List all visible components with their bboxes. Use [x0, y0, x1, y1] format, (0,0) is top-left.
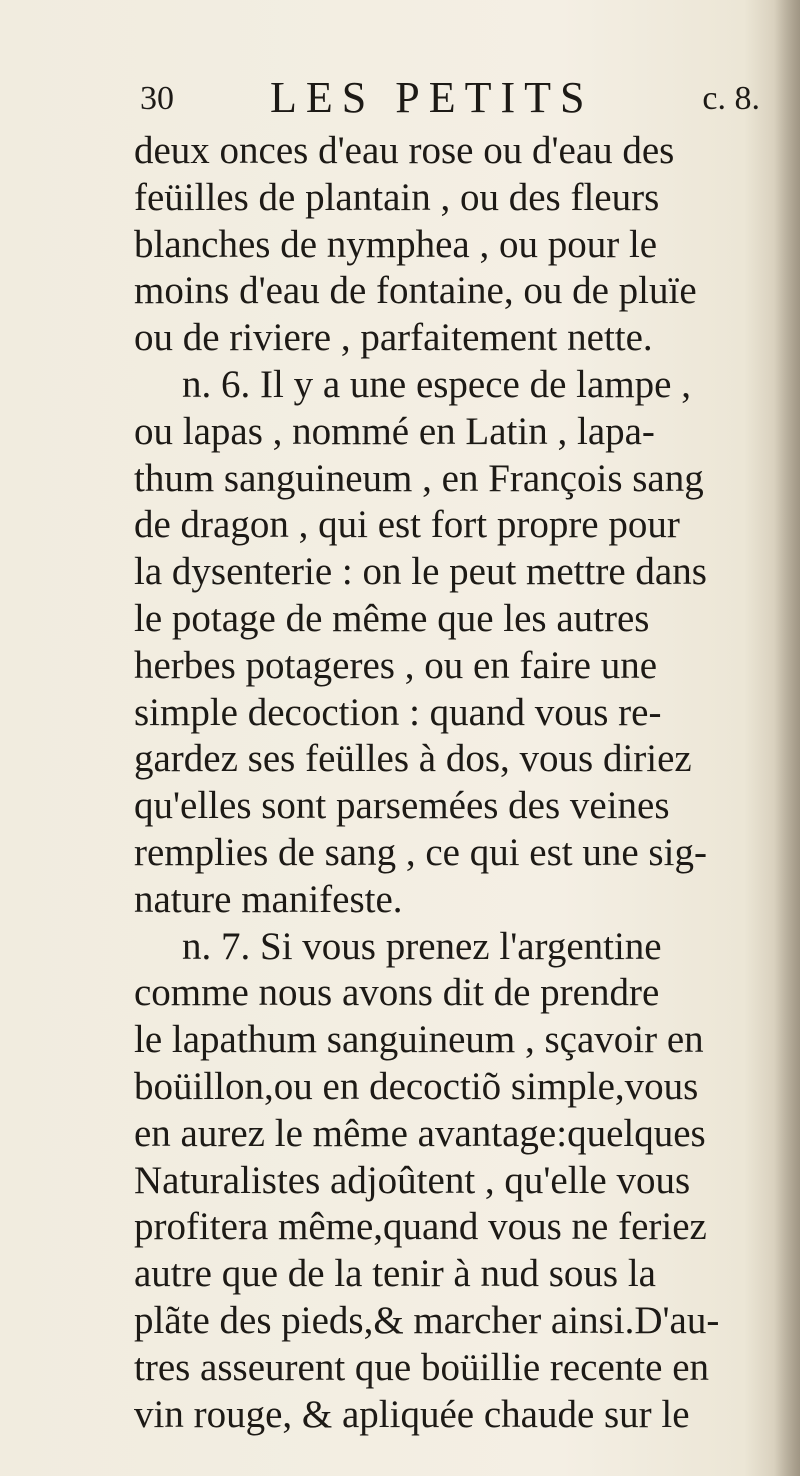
text-line: profitera même,quand vous ne feriez [134, 1205, 707, 1249]
text-line: feüilles de plantain , ou des fleurs [134, 175, 660, 219]
running-title: LES PETITS [270, 73, 594, 122]
text-line: ou lapas , nommé en Latin , lapa- [134, 409, 655, 453]
text-line: deux onces d'eau rose ou d'eau des [134, 129, 675, 172]
page-number: 30 [140, 80, 174, 117]
text-line: comme nous avons dit de prendre [134, 971, 660, 1015]
paragraph-start-line: n. 6. Il y a une espece de lampe , [182, 362, 691, 406]
text-line: herbes potageres , ou en faire une [134, 643, 658, 687]
text-line: thum sanguineum , en François sang [134, 456, 704, 500]
text-line: nature manifeste. [134, 877, 403, 921]
text-line: boüillon,ou en decoctiõ simple,vous [134, 1064, 699, 1108]
body-text [134, 128, 774, 1438]
text-line: la dysenterie : on le peut mettre dans [134, 550, 707, 594]
text-line: gardez ses feülles à dos, vous diriez [134, 737, 692, 781]
text-line: moins d'eau de fontaine, ou de pluïe [134, 269, 697, 313]
page-gutter-shadow [774, 0, 800, 1476]
text-line: tres asseurent que boüillie recente en [134, 1345, 710, 1389]
text-line: de dragon , qui est fort propre pour [134, 503, 680, 547]
page-header [140, 72, 760, 122]
paragraph-start-line: n. 7. Si vous prenez l'argentine [182, 924, 662, 968]
text-line: autre que de la tenir à nud sous la [134, 1252, 656, 1296]
text-line: Naturalistes adjoûtent , qu'elle vous [134, 1158, 691, 1202]
text-line: qu'elles sont parsemées des veines [134, 784, 670, 828]
text-line: blanches de nymphea , ou pour le [134, 222, 658, 266]
chapter-marker: c. 8. [702, 80, 760, 117]
text-line: en aurez le même avantage:quelques [134, 1111, 706, 1155]
text-line: plãte des pieds,& marcher ainsi.D'au- [134, 1298, 720, 1342]
text-line: le lapathum sanguineum , sçavoir en [134, 1018, 704, 1062]
text-line: vin rouge, & apliquée chaude sur le [134, 1392, 690, 1436]
text-line: simple decoction : quand vous re- [134, 690, 662, 734]
text-line: remplies de sang , ce qui est une sig- [134, 830, 707, 874]
text-line: ou de riviere , parfaitement nette. [134, 316, 653, 360]
text-line: le potage de même que les autres [134, 596, 650, 640]
